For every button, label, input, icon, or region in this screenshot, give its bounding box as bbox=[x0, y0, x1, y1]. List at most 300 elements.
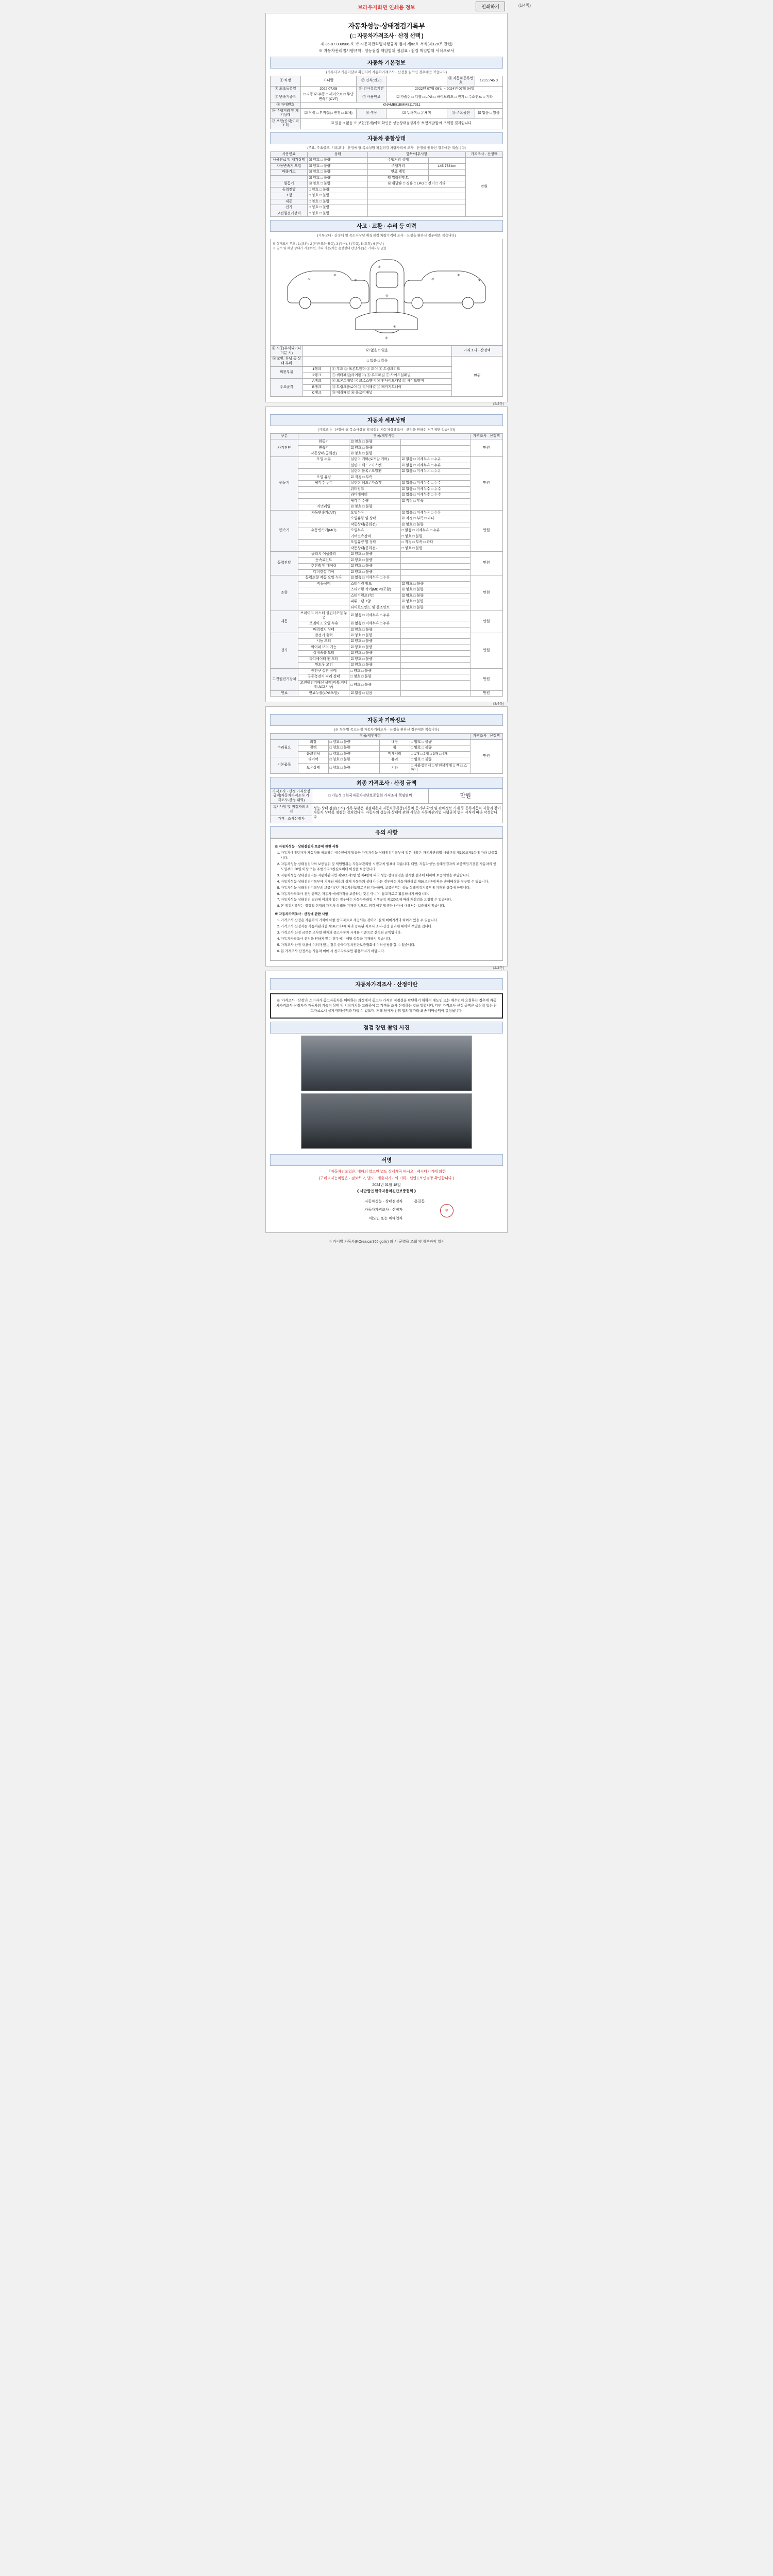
detail-sub: 워터펌프 bbox=[349, 486, 400, 492]
detail-state-table bbox=[270, 433, 503, 697]
detail-state: ☑ 적정 □ 부족 bbox=[400, 498, 470, 504]
rank-label: B랭크 bbox=[303, 384, 331, 390]
detail-sub: ☑ 양호 □ 불량 bbox=[349, 552, 400, 557]
table-row bbox=[271, 103, 503, 108]
table-row bbox=[271, 605, 503, 611]
svg-text:④: ④ bbox=[385, 337, 388, 341]
detail-item: 작동상태(공회전) bbox=[298, 451, 349, 456]
table-row bbox=[317, 1198, 455, 1206]
detail-sub: □ 양호 □ 불량 bbox=[349, 674, 400, 680]
table-row bbox=[271, 627, 503, 633]
assessor-label: 가격 · 조사산정자 bbox=[271, 816, 312, 823]
table-row bbox=[271, 439, 503, 445]
report-body: ※ '가격조사 · 산정'은 소비자가 중고자동차를 매매하는 과정에서 중고차 가격의 적정성을 판단하기 위하여 매도인 또는 매수인이 요청하는 경우에 자동차가격조사·산정자가 자동차의 기술적 상태 및 시장가치를 고려하여 그 가격을 조사·산정하는 것을 말합니다. 다만 가격조사·산정 금액은 공신력 있는 참고자료로서 실제 매매금액과 다를 수 있으며, 거래 당사자 간의 합의에 따라 최종 매매금액이 결정됩니다. bbox=[276, 998, 497, 1013]
detail-sub: ☑ 양호 □ 불량 bbox=[349, 633, 400, 639]
row-subitem: ☑ 휘발유 □ 경유 □ LPG □ 전기 □ 기타 bbox=[368, 181, 465, 187]
table-row bbox=[271, 804, 503, 816]
seal-stamp: 인 bbox=[440, 1204, 453, 1217]
row-label: 배출가스 bbox=[271, 170, 308, 175]
detail-state: ☑ 양호 □ 불량 bbox=[400, 587, 470, 593]
table-row bbox=[271, 552, 503, 557]
page-4 bbox=[265, 966, 508, 1233]
group-label: 자기진단 bbox=[271, 439, 298, 457]
detail-state bbox=[400, 504, 470, 510]
price-cell: 만원 bbox=[470, 611, 502, 633]
detail-state bbox=[400, 627, 470, 633]
remarks-body: 성능·상태 점검(조사) 기록 부분은 점검내용과 자동차등록증(자동차 등기부 확인 및 판매정보 기재 등 등록자동차 사항과 같이 자동차 상태를 점검한 결과입니다. 자동차의 성능과 상태에 관한 사항은 자동차관리법 시행규칙 별지 서식에 따라 작성합니다. bbox=[312, 804, 503, 823]
page-3-indicator: (3/4쪽) bbox=[493, 702, 504, 706]
detail-sub: ☑ 없음 □ 미세누유 □ 누유 bbox=[349, 621, 400, 627]
page-3 bbox=[265, 702, 508, 966]
detail-sub: 실린더 헤드 / 가스켓 bbox=[349, 481, 400, 486]
inspection-photo-1 bbox=[301, 1036, 472, 1091]
svg-text:⑦: ⑦ bbox=[431, 278, 434, 282]
detail-state: □ 없음 □ 미세누유 □ 누유 bbox=[400, 528, 470, 534]
table-row bbox=[271, 86, 503, 92]
row-label: 고전원전기장치 bbox=[271, 211, 308, 216]
sign-date: 2024년 01월 18일 bbox=[372, 1183, 401, 1187]
detail-sub: ☑ 양호 □ 불량 bbox=[349, 663, 400, 668]
detail-item: 충전구 절연 상태 bbox=[298, 668, 349, 674]
list-item: 6. 본 가격조사·산정서는 자동차 매매 시 참고자료로만 활용하시기 바랍니다. bbox=[281, 949, 498, 954]
detail-sub: 기어변속장치 bbox=[349, 534, 400, 539]
row-label bbox=[271, 175, 308, 181]
section-etc-note: (※ 항목별 목소산정 자동차거래조사 · 산정을 원하신 경우에만 적습니다) bbox=[334, 728, 439, 732]
tuning-value: □ 없음 □ 있음 bbox=[303, 357, 452, 367]
detail-sub: ☑ 적정 □ 부족 bbox=[349, 474, 400, 480]
table-row bbox=[271, 522, 503, 528]
row-subvalue bbox=[428, 158, 465, 163]
detail-state: □ 양호 □ 불량 bbox=[400, 546, 470, 551]
list-item: 3. 자동차성능·상태점검자는 자동차관리법 제58조제1항 및 제4항에 따라 성능·상태점검을 실시한 결과에 대하여 보증책임을 부담합니다. bbox=[281, 873, 498, 878]
row-subvalue bbox=[428, 170, 465, 175]
row-subitem: 휠 얼라인먼트 bbox=[368, 175, 428, 181]
table-row bbox=[271, 651, 503, 656]
rank-items: ⑤ 쿼터패널(리어휀더) ⑥ 루프패널 ⑦ 사이드실패널 bbox=[331, 372, 452, 378]
caution-sec-1: ※ 자동차성능 · 상태점검자 보증에 관한 사항 bbox=[275, 845, 339, 849]
row-label: 휠 bbox=[379, 745, 410, 751]
price-cell: 만원 bbox=[465, 158, 502, 217]
price-cell: 만원 bbox=[470, 668, 502, 690]
table-row bbox=[271, 76, 503, 87]
detail-item: 오일 누유 bbox=[298, 457, 349, 463]
row-label: 자동변속기 오일 bbox=[271, 163, 308, 169]
row-label: ② 연식(연도) bbox=[356, 76, 386, 87]
doc-title-main: 자동차성능·상태점검기록부 bbox=[348, 22, 425, 30]
table-row bbox=[271, 463, 503, 468]
detail-item: 커먼레일 bbox=[298, 504, 349, 510]
price-row-label: 가격조사 · 산정 가격산정 금액(자동차가격조사 가격조사·산정 내역) bbox=[271, 789, 312, 803]
row-label: 보유상태 bbox=[298, 763, 329, 773]
detail-sub: ☑ 양호 □ 불량 bbox=[349, 569, 400, 575]
section-overall-title: 자동차 종합상태 bbox=[270, 132, 503, 144]
page-2 bbox=[265, 402, 508, 703]
price-cell: 만원 bbox=[451, 357, 502, 396]
signer-value bbox=[405, 1215, 433, 1223]
price-cell: 만원 bbox=[470, 457, 502, 510]
detail-sub: 파워크랭크암 bbox=[349, 599, 400, 605]
section-basic-title: 자동차 기본정보 bbox=[270, 57, 503, 69]
row-value bbox=[386, 76, 447, 87]
detail-sub: 라디에이터 bbox=[349, 493, 400, 498]
detail-sub: 작동상태(공회전) bbox=[349, 522, 400, 528]
row-value: ☑ 있음 □ 없음 ※ 보험(공제)이력 확인은 성능상태점검자가 '보험개발원'에 조회한 결과입니다. bbox=[300, 118, 502, 129]
row-label: 원동기 bbox=[271, 181, 308, 187]
row-label: 액세서리 bbox=[379, 751, 410, 757]
list-item: 4. 자동차성능·상태점검기록부에 기재된 내용과 실제 자동차의 상태가 다른 경우에는 자동차관리법 제58조의4에 따른 손해배상을 청구할 수 있습니다. bbox=[281, 879, 498, 885]
detail-item: 고전원전기배선 상태(피복,커넥터,보호기구) bbox=[298, 680, 349, 690]
row-state: □ 사용설명서 □ 안전삼각대 □ 잭 □ 스패너 bbox=[410, 763, 470, 773]
row-state: □ 양호 □ 불량 bbox=[410, 745, 470, 751]
detail-sub: 오일누유 bbox=[349, 510, 400, 516]
photo-list bbox=[270, 1033, 503, 1151]
price-cell: 만원 bbox=[470, 633, 502, 669]
row-value: 123모745 3 bbox=[475, 76, 502, 87]
detail-item: 등속죠인트 bbox=[298, 557, 349, 563]
detail-state: ☑ 양호 □ 불량 bbox=[400, 605, 470, 611]
detail-state: ☑ 적정 □ 부족 □ 과다 bbox=[400, 516, 470, 522]
list-item: 1. 가격조사·산정은 자동차의 가치에 대한 참고자료로 제공되는 것이며, 실제 매매가격과 차이가 있을 수 있습니다. bbox=[281, 918, 498, 923]
section-sign-title: 서명 bbox=[270, 1154, 503, 1166]
table-row bbox=[271, 516, 503, 522]
doc-meta-2: ※ 자동차관리법시행규칙 · 성능점검 책임범위 점검표 : 점검 책임범위 서식으로서 bbox=[318, 48, 455, 53]
price-cell: 만원 bbox=[470, 439, 502, 457]
detail-sub: □ 양호 □ 불량 bbox=[349, 668, 400, 674]
table-row bbox=[271, 575, 503, 581]
table-row bbox=[271, 498, 503, 504]
row-value: ☑ 적절 □ 부적절(□ 변경 □ 교체) bbox=[300, 108, 356, 118]
detail-item bbox=[298, 593, 349, 599]
row-label: ⑧ 차대번호 bbox=[271, 103, 301, 108]
detail-item: 원동기 bbox=[298, 439, 349, 445]
col-header: 구분 bbox=[271, 433, 298, 439]
col-header: 상태 bbox=[308, 151, 368, 157]
tuning-label: ⑤ 교환, 튜닝 등 상태 부위 bbox=[271, 357, 303, 367]
detail-sub: ☑ 양호 □ 불량 bbox=[349, 564, 400, 569]
table-row bbox=[271, 118, 503, 129]
price-cell: 만원 bbox=[470, 739, 502, 773]
signature-table bbox=[316, 1197, 456, 1224]
list-item: 7. 자동차성능·상태점검 결과에 이의가 있는 경우에는 자동차관리법 시행규칙 제120조에 따라 재점검을 요청할 수 있습니다. bbox=[281, 897, 498, 903]
detail-sub: ☑ 양호 □ 불량 bbox=[349, 627, 400, 633]
list-item: 5. 가격조사·산정 내용에 이의가 있는 경우 한국자동차진단보증협회에 이의신청을 할 수 있습니다. bbox=[281, 943, 498, 948]
outer-panel-label: 외판부위 bbox=[271, 367, 303, 379]
row-label: ③ 자동차등록번호 bbox=[447, 76, 475, 87]
diagram-note-2: ※ 침수 및 해당 상태가 기준이면, 기타 가용(작은 손상형태 판단기준)은 기재사항 없음 bbox=[273, 247, 387, 251]
row-subitem: 주행거리 상태 bbox=[368, 158, 428, 163]
section-price-title: 최종 가격조사 · 산정 금액 bbox=[270, 777, 503, 789]
car-diagram-svg bbox=[278, 250, 495, 343]
detail-item: 윈도우 모터 bbox=[298, 663, 349, 668]
row-label: 유리 bbox=[379, 757, 410, 763]
row-label: 외장 bbox=[298, 739, 329, 745]
group-label: 연료 bbox=[271, 690, 298, 696]
table-row bbox=[271, 663, 503, 668]
row-value: ☑ 가솔린 □ 디젤 □ LPG □ 하이브리드 □ 전기 □ 수소연료 □ 기타 bbox=[386, 92, 503, 103]
section-report-title: 자동차가격조사 · 산정이란 bbox=[270, 978, 503, 990]
list-item: 1. 자동차매매업자가 자동차를 매도하는 매수인에게 발급한 자동차성능·상태점검기록부에 적은 내용은 자동차관리법 시행규칙 제120조제1항에 따라 보증합니다. bbox=[281, 851, 498, 861]
row-state: □ 양호 □ 불량 bbox=[308, 211, 368, 216]
rank-label: 2랭크 bbox=[303, 372, 331, 378]
row-subitem: 연료 계통 bbox=[368, 170, 428, 175]
detail-sub: ☑ 양호 □ 불량 bbox=[349, 451, 400, 456]
etc-info-table bbox=[270, 733, 503, 773]
detail-item: 연료누출(LPG포함) bbox=[298, 690, 349, 696]
group-label: 전기 bbox=[271, 633, 298, 669]
detail-state bbox=[400, 621, 470, 627]
detail-state: ☑ 양호 □ 불량 bbox=[400, 593, 470, 599]
table-row bbox=[271, 481, 503, 486]
detail-state bbox=[400, 611, 470, 621]
doc-title-sub: ( □ 자동차가격조사 · 산정 선택 ) bbox=[349, 33, 424, 39]
page-1 bbox=[265, 13, 508, 402]
detail-sub: 오일유량 및 상태 bbox=[349, 540, 400, 546]
table-row bbox=[271, 593, 503, 599]
row-label: ⑥ 변속기종류 bbox=[271, 92, 301, 103]
detail-sub: 실린더 블록 / 오일팬 bbox=[349, 469, 400, 474]
detail-sub: 스티어링 기어(MDPS포함) bbox=[349, 587, 400, 593]
svg-text:⑨: ⑨ bbox=[478, 279, 481, 283]
row-label: 전기 bbox=[271, 205, 308, 211]
detail-state: ☑ 없음 □ 미세누유 □ 누유 bbox=[400, 457, 470, 463]
table-row bbox=[271, 158, 503, 163]
row-label: 기타 bbox=[379, 763, 410, 773]
price-cell: 만원 bbox=[470, 552, 502, 575]
detail-state: □ 양호 □ 불량 bbox=[400, 534, 470, 539]
row-state: □ 양호 □ 불량 bbox=[328, 763, 379, 773]
detail-state bbox=[400, 690, 470, 696]
rank-items: ① 후드 ② 프론트휀더 ③ 도어 ④ 트렁크리드 bbox=[331, 367, 452, 372]
table-row bbox=[271, 534, 503, 539]
row-subitem bbox=[368, 199, 465, 205]
table-row bbox=[271, 493, 503, 498]
detail-item: 와이퍼 모터 기능 bbox=[298, 645, 349, 650]
row-label: ⑤ 검사유효기간 bbox=[356, 86, 386, 92]
table-row bbox=[271, 474, 503, 480]
col-header: 가격조사 · 산정액 bbox=[465, 151, 502, 157]
detail-item bbox=[298, 546, 349, 551]
detail-item bbox=[298, 493, 349, 498]
table-row bbox=[271, 656, 503, 662]
accident-detail-table bbox=[270, 346, 503, 396]
page-indicator: (1/4쪽) bbox=[518, 3, 531, 8]
list-item: 8. 본 점검기록부는 점검일 현재의 자동차 상태를 기재한 것으로, 점검 이후 발생한 하자에 대해서는 보증하지 않습니다. bbox=[281, 904, 498, 909]
row-label: ⑨ 주행거리 및 계기상태 bbox=[271, 108, 301, 118]
row-state: □ 양호 □ 불량 bbox=[328, 751, 379, 757]
row-state: □ 양호 □ 불량 bbox=[410, 757, 470, 763]
row-subitem bbox=[368, 187, 465, 193]
detail-state bbox=[400, 645, 470, 650]
detail-sub: 실린더 커버(로커암 커버) bbox=[349, 457, 400, 463]
row-state: ☑ 양호 □ 불량 bbox=[308, 163, 368, 169]
table-row bbox=[271, 745, 503, 751]
overall-state-table bbox=[270, 151, 503, 217]
col-header: 가격조사 · 산정액 bbox=[470, 433, 502, 439]
detail-item: 오일 유량 bbox=[298, 474, 349, 480]
row-state: □ 양호 □ 불량 bbox=[410, 739, 470, 745]
detail-item bbox=[298, 469, 349, 474]
price-cell: 만원 bbox=[470, 690, 502, 696]
sign-company: 《 사단법인 한국자동차진단보증협회 》 bbox=[355, 1190, 418, 1194]
detail-item bbox=[298, 540, 349, 546]
group-label: 기본품목 bbox=[271, 757, 298, 773]
detail-sub: ☑ 양호 □ 불량 bbox=[349, 645, 400, 650]
table-row bbox=[271, 739, 503, 745]
row-value: □ 자동 ☑ 수동 □ 세미오토 □ 무단변속기(CVT) bbox=[300, 92, 356, 103]
detail-item: 냉각수 누수 bbox=[298, 481, 349, 486]
car-damage-diagram bbox=[270, 239, 503, 346]
row-label: 룸크리닝 bbox=[298, 751, 329, 757]
col-header: 사용연료 bbox=[271, 151, 308, 157]
row-label: 타이어 bbox=[298, 757, 329, 763]
group-label: 제동 bbox=[271, 611, 298, 633]
detail-state bbox=[400, 474, 470, 480]
row-state: ☑ 양호 □ 불량 bbox=[308, 170, 368, 175]
report-box bbox=[270, 993, 503, 1019]
sign-red-1: 「자동차인도일은, 매매의 알고인 별도 상세계곡 파시오 · 제시다기기에 의한 bbox=[327, 1170, 446, 1174]
list-item: 6. 자동차가격조사·산정 금액은 자동차 매매가격을 보증하는 것은 아니며, 참고자료로 활용하시기 바랍니다. bbox=[281, 892, 498, 897]
detail-state: ☑ 없음 □ 미세누유 □ 누유 bbox=[400, 469, 470, 474]
detail-state bbox=[400, 663, 470, 668]
row-value: 2022.07.05 bbox=[300, 86, 356, 92]
table-row bbox=[271, 540, 503, 546]
signer-label: 매도인 또는 매매업자 bbox=[369, 1217, 403, 1221]
row-label: 동력전달 bbox=[271, 187, 308, 193]
signer-label: 자동차가격조사 · 산정자 bbox=[364, 1208, 403, 1212]
diagram-note-1: ※ 상태표시 부호 : 1 (교환), 2 (판금 또는 용접), 3 (부식), 4 (흠집), 5 (요철), 6 (파손) bbox=[273, 243, 384, 246]
table-row bbox=[271, 789, 503, 803]
col-header: 항목/세부사항 bbox=[298, 433, 470, 439]
row-state: ☑ 양호 □ 불량 bbox=[308, 181, 368, 187]
row-state: ☑ 양호 □ 불량 bbox=[308, 175, 368, 181]
inspection-photo-2 bbox=[301, 1093, 472, 1149]
table-row bbox=[271, 528, 503, 534]
list-item: 5. 자동차성능·상태점검기록부의 보증기간은 자동차인도일로부터 기산하며, 보증범위는 성능·상태점검기록부에 기재된 항목에 한합니다. bbox=[281, 886, 498, 891]
table-row bbox=[271, 757, 503, 763]
detail-sub: ☑ 양호 □ 불량 bbox=[349, 639, 400, 645]
detail-item: 디퍼렌셜 기어 bbox=[298, 569, 349, 575]
table-header-row bbox=[271, 151, 503, 157]
detail-state bbox=[400, 451, 470, 456]
detail-state bbox=[400, 439, 470, 445]
price-total-value: 만원 bbox=[428, 789, 502, 803]
table-row bbox=[271, 357, 503, 367]
rank-items: ⑮ 대쉬패널 ⑯ 플로어패널 bbox=[331, 391, 452, 396]
rank-items: ⑫ 트렁크플로어 ⑬ 리어패널 ⑭ 패키지트레이 bbox=[331, 384, 452, 390]
table-row bbox=[271, 504, 503, 510]
price-cell: 만원 bbox=[470, 510, 502, 551]
detail-state bbox=[400, 445, 470, 451]
row-subitem bbox=[368, 211, 465, 216]
group-label: 수리필요 bbox=[271, 739, 298, 757]
detail-state bbox=[400, 656, 470, 662]
detail-sub: □ 양호 □ 불량 bbox=[349, 680, 400, 690]
page-4-indicator: (4/4쪽) bbox=[493, 966, 504, 970]
detail-item: 시동 모터 bbox=[298, 639, 349, 645]
topbar bbox=[0, 0, 773, 13]
caution-sec-2: ※ 자동차가격조사 · 산정에 관한 사항 bbox=[275, 912, 328, 917]
table-row bbox=[271, 346, 503, 357]
row-state: □ 양호 □ 불량 bbox=[308, 193, 368, 199]
detail-state bbox=[400, 651, 470, 656]
table-header-row bbox=[271, 734, 503, 739]
detail-sub: 스티어링 펌프 bbox=[349, 581, 400, 587]
group-label: 원동기 bbox=[271, 457, 298, 510]
detail-item: 브레이크 마스터 실린더오일 누유 bbox=[298, 611, 349, 621]
frame-label: 주요골격 bbox=[271, 379, 303, 396]
detail-sub: ☑ 없음 □ 미세누유 □ 누유 bbox=[349, 575, 400, 581]
svg-text:③: ③ bbox=[354, 279, 357, 283]
table-row bbox=[271, 639, 503, 645]
col-header: 항목/세부사항 bbox=[271, 734, 470, 739]
detail-item bbox=[298, 522, 349, 528]
row-state: □ 1개 □ 2개 □ 3개 □ 4개 bbox=[410, 751, 470, 757]
table-row bbox=[271, 557, 503, 563]
row-label: 내장 bbox=[379, 739, 410, 745]
svg-text:①: ① bbox=[308, 278, 311, 282]
detail-state: ☑ 없음 □ 미세누수 □ 누수 bbox=[400, 481, 470, 486]
row-state: □ 양호 □ 불량 bbox=[308, 205, 368, 211]
svg-text:⑧: ⑧ bbox=[457, 274, 460, 278]
detail-item bbox=[298, 534, 349, 539]
print-button[interactable]: 인쇄하기 bbox=[476, 2, 505, 11]
table-row bbox=[271, 469, 503, 474]
table-row bbox=[271, 674, 503, 680]
group-label: 동력전달 bbox=[271, 552, 298, 575]
row-state: □ 양호 □ 불량 bbox=[328, 739, 379, 745]
table-row bbox=[271, 668, 503, 674]
detail-state bbox=[400, 552, 470, 557]
detail-item: 구동축전지 격리 상태 bbox=[298, 674, 349, 680]
detail-item: 작동상태 bbox=[298, 581, 349, 587]
caution-body bbox=[270, 838, 503, 961]
table-row bbox=[271, 564, 503, 569]
detail-state bbox=[400, 668, 470, 674]
detail-item: 클러치 어셈블리 bbox=[298, 552, 349, 557]
detail-sub: ☑ 양호 □ 불량 bbox=[349, 557, 400, 563]
table-row bbox=[271, 510, 503, 516]
signer-label: 자동차성능 · 상태점검자 bbox=[364, 1199, 403, 1204]
detail-sub: ☑ 양호 □ 불량 bbox=[349, 439, 400, 445]
table-row bbox=[271, 763, 503, 773]
detail-item bbox=[298, 599, 349, 605]
browser-print-warning: 브라우저화면 인쇄용 정보 bbox=[358, 5, 415, 11]
list-item: 2. 자동차성능·상태점검자의 보증범위 및 책임범위는 자동차관리법 시행규칙 별표에 따릅니다. 다만, 자동차성능·상태점검자의 보증책임기간은 자동차의 인도일부터 30일 이상 또는 주행거리 2천킬로미터 이상을 보증합니다. bbox=[281, 862, 498, 872]
row-subvalue bbox=[428, 175, 465, 181]
caution-list-2 bbox=[281, 918, 498, 954]
rank-label: A랭크 bbox=[303, 379, 331, 384]
price-cell: 만원 bbox=[470, 575, 502, 611]
table-row bbox=[271, 599, 503, 605]
table-row bbox=[271, 445, 503, 451]
doc-meta-1: 제 36-07-030506 호 ※ 자동차관리법시행규칙 별지 제82호 서식(제120조 관련) bbox=[320, 42, 453, 46]
detail-item: 변속기 bbox=[298, 445, 349, 451]
section-detail-title: 자동차 세부상태 bbox=[270, 414, 503, 426]
detail-sub: 실린더 헤드 / 가스켓 bbox=[349, 463, 400, 468]
row-label: ④ 최초등록일 bbox=[271, 86, 301, 92]
row-subitem bbox=[368, 193, 465, 199]
detail-item bbox=[298, 463, 349, 468]
detail-item: 배력장치 상태 bbox=[298, 627, 349, 633]
list-item: 4. 자동차가격조사·산정을 원하지 않는 경우에는 해당 항목을 기재하지 않습니다. bbox=[281, 937, 498, 942]
detail-state: □ 적정 □ 부족 □ 과다 bbox=[400, 540, 470, 546]
table-row bbox=[271, 621, 503, 627]
row-label: 제동 bbox=[271, 199, 308, 205]
detail-state bbox=[400, 564, 470, 569]
detail-state: ☑ 없음 □ 미세누수 □ 누수 bbox=[400, 493, 470, 498]
list-item: 3. 가격조사·산정 금액은 조사일 현재의 중고자동차 시세를 기준으로 산정된 금액입니다. bbox=[281, 930, 498, 936]
detail-state bbox=[400, 674, 470, 680]
